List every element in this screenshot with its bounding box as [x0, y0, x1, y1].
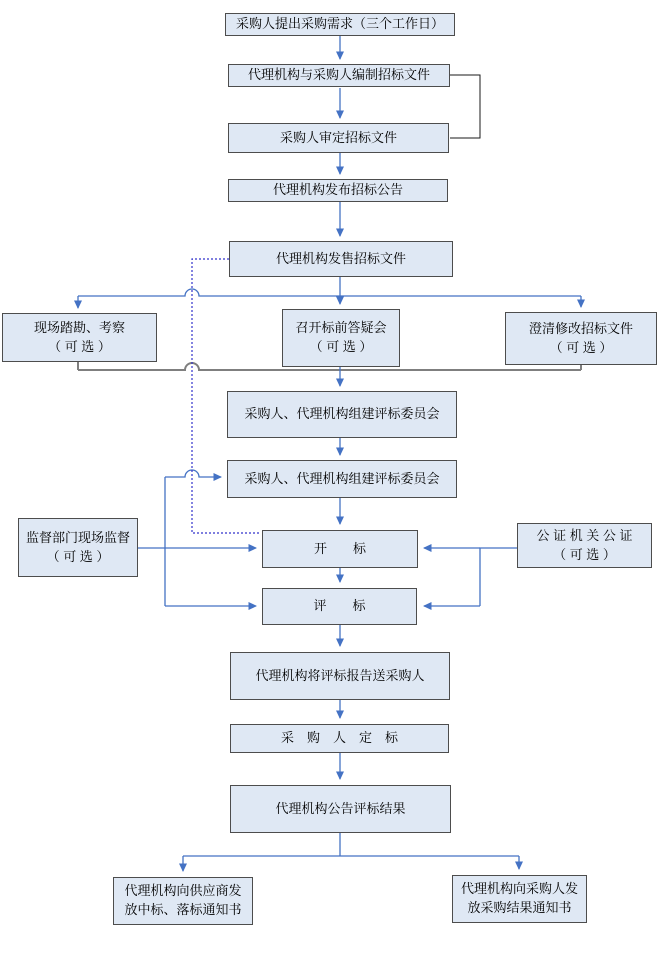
- node-notary-label: 公 证 机 关 公 证: [536, 527, 633, 543]
- node-site-visit-optional: （ 可 选 ）: [48, 338, 111, 354]
- node-sell: [229, 241, 453, 277]
- edge-supervise-committee2: [165, 470, 221, 477]
- node-notify-supplier-line2: 放中标、落标通知书: [124, 902, 242, 917]
- node-supervise: [18, 518, 138, 577]
- node-report-label: 代理机构将评标报告送采购人: [255, 667, 425, 683]
- node-bid-open-label: 开 标: [313, 540, 366, 556]
- node-committee1-label: 采购人、代理机构组建评标委员会: [244, 406, 440, 422]
- node-notary: [517, 523, 652, 568]
- node-sell-label: 代理机构发售招标文件: [275, 250, 406, 266]
- node-decide: [230, 724, 449, 753]
- node-site-visit-label: 现场踏勘、考察: [33, 319, 125, 335]
- node-clarify-label: 澄清修改招标文件: [528, 320, 633, 336]
- edge-review-loop: [450, 75, 480, 138]
- node-bid-eval-label: 评 标: [313, 598, 366, 614]
- node-notify-buyer-line1: 代理机构向采购人发: [460, 881, 578, 897]
- node-committee1: [227, 391, 457, 438]
- node-notify-supplier: [113, 877, 253, 925]
- node-review: [228, 123, 449, 153]
- node-clarify-optional: （ 可 选 ）: [549, 339, 613, 355]
- node-draft-label: 代理机构与采购人编制招标文件: [247, 67, 430, 83]
- node-publish-label: 代理机构公告评标结果: [275, 800, 406, 816]
- node-notify-buyer-line2: 放采购结果通知书: [467, 900, 572, 915]
- node-demand: [225, 13, 455, 36]
- node-review-label: 采购人审定招标文件: [279, 129, 397, 145]
- node-notary-optional: （ 可 选 ）: [553, 546, 616, 562]
- node-decide-label: 采 购 人 定 标: [280, 730, 398, 746]
- edge-notary-trunk: [480, 548, 517, 606]
- node-announce: [228, 179, 448, 202]
- node-qa-meeting-label: 召开标前答疑会: [295, 320, 387, 336]
- node-publish: [230, 785, 451, 833]
- node-notify-buyer: [452, 875, 587, 923]
- node-draft: [228, 64, 450, 87]
- node-clarify: [505, 312, 657, 365]
- edge-split-bar: [78, 289, 581, 296]
- node-site-visit: [2, 313, 157, 362]
- node-supervise-optional: （ 可 选 ）: [46, 548, 110, 564]
- node-bid-open: [262, 530, 418, 568]
- node-supervise-label: 监督部门现场监督: [25, 529, 130, 545]
- node-demand-label: 采购人提出采购需求（三个工作日）: [235, 16, 444, 32]
- node-committee2: [227, 460, 457, 498]
- node-notify-supplier-line1: 代理机构向供应商发: [124, 883, 242, 899]
- node-qa-meeting: [282, 309, 400, 367]
- node-report: [230, 652, 450, 700]
- node-announce-label: 代理机构发布招标公告: [272, 182, 403, 198]
- node-bid-eval: [262, 588, 417, 625]
- node-qa-meeting-optional: （ 可 选 ）: [309, 339, 373, 354]
- node-committee2-label: 采购人、代理机构组建评标委员会: [244, 470, 440, 486]
